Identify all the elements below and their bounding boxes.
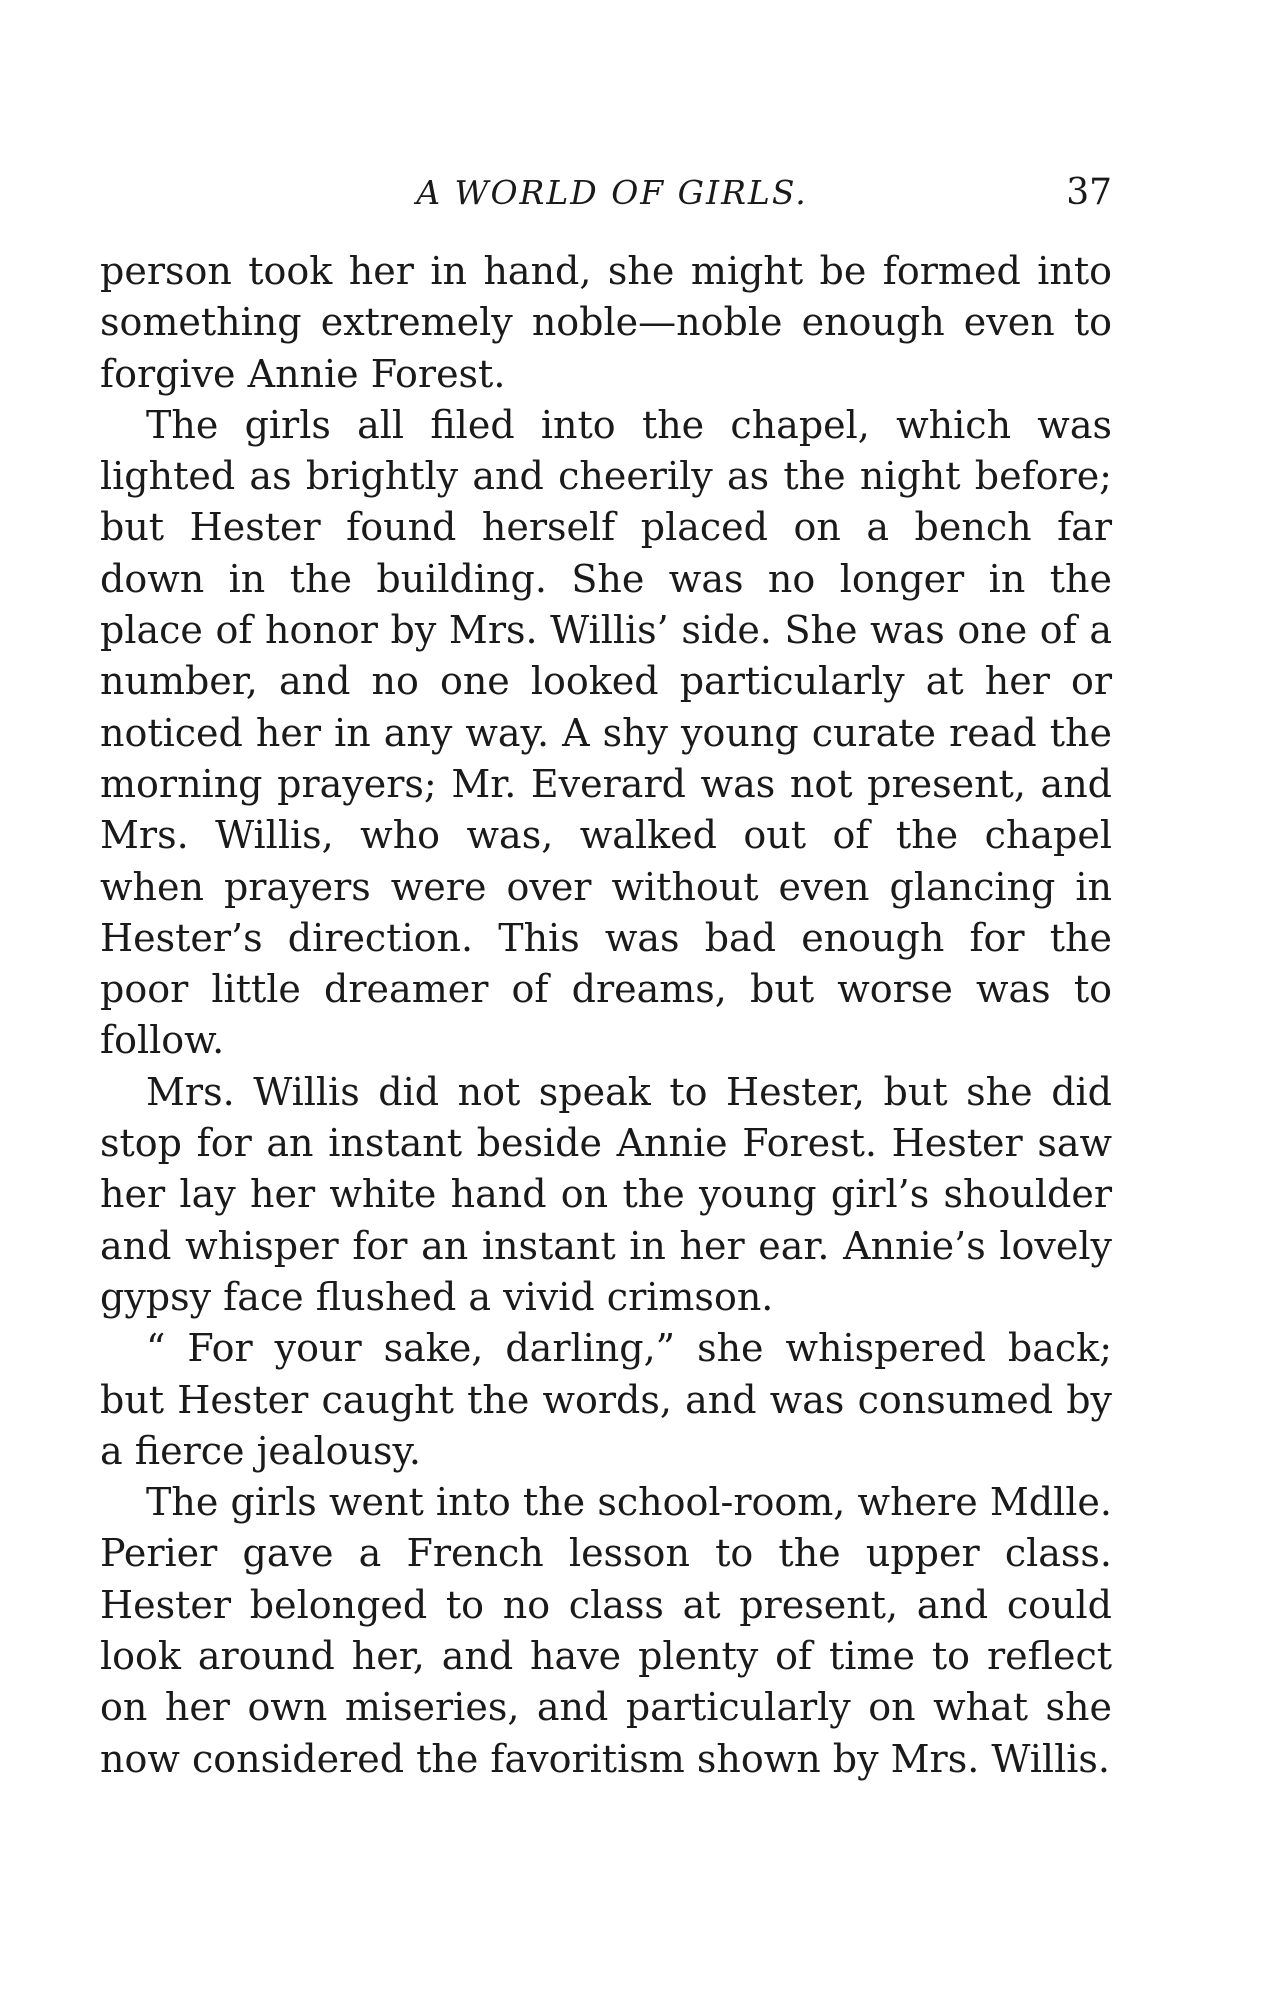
- running-head: [100, 168, 1112, 218]
- running-title: A WORLD OF GIRLS.: [416, 173, 808, 212]
- paragraph-continued: person took her in hand, she might be formed into something extremely noble—noble enough even to forgive Annie Forest.: [100, 249, 1112, 396]
- paragraph: Mrs. Willis did not speak to Hester, but she did stop for an instant beside Annie Forest. Hester saw her lay her white hand on the young girl’s shoulder and whisper for an instant in her ear. Annie’s lovely gypsy face flushed a vivid crimson.: [100, 1069, 1112, 1319]
- body-text: [100, 246, 1112, 1785]
- page-number: 37: [1066, 172, 1112, 213]
- paragraph: The girls went into the school-room, where Mdlle. Perier gave a French lesson to the upper class. Hester belonged to no class at present, and could look around her, and have plenty of time to reflect on her own miseries, and particularly on what she now considered the favoritism shown by Mrs. Willis.: [100, 1480, 1112, 1781]
- paragraph: The girls all filed into the chapel, which was lighted as brightly and cheerily as the night before; but Hester found herself placed on a bench far down in the building. She was no longer in the place of honor by Mrs. Willis’ side. She was one of a number, and no one looked particularly at her or noticed her in any way. A shy young curate read the morning prayers; Mr. Everard was not present, and Mrs. Willis, who was, walked out of the chapel when prayers were over without even glancing in Hester’s direction. This was bad enough for the poor little dreamer of dreams, but worse was to follow.: [100, 402, 1112, 1063]
- paragraph: “ For your sake, darling,” she whispered back; but Hester caught the words, and was consumed by a fierce jealousy.: [100, 1326, 1112, 1473]
